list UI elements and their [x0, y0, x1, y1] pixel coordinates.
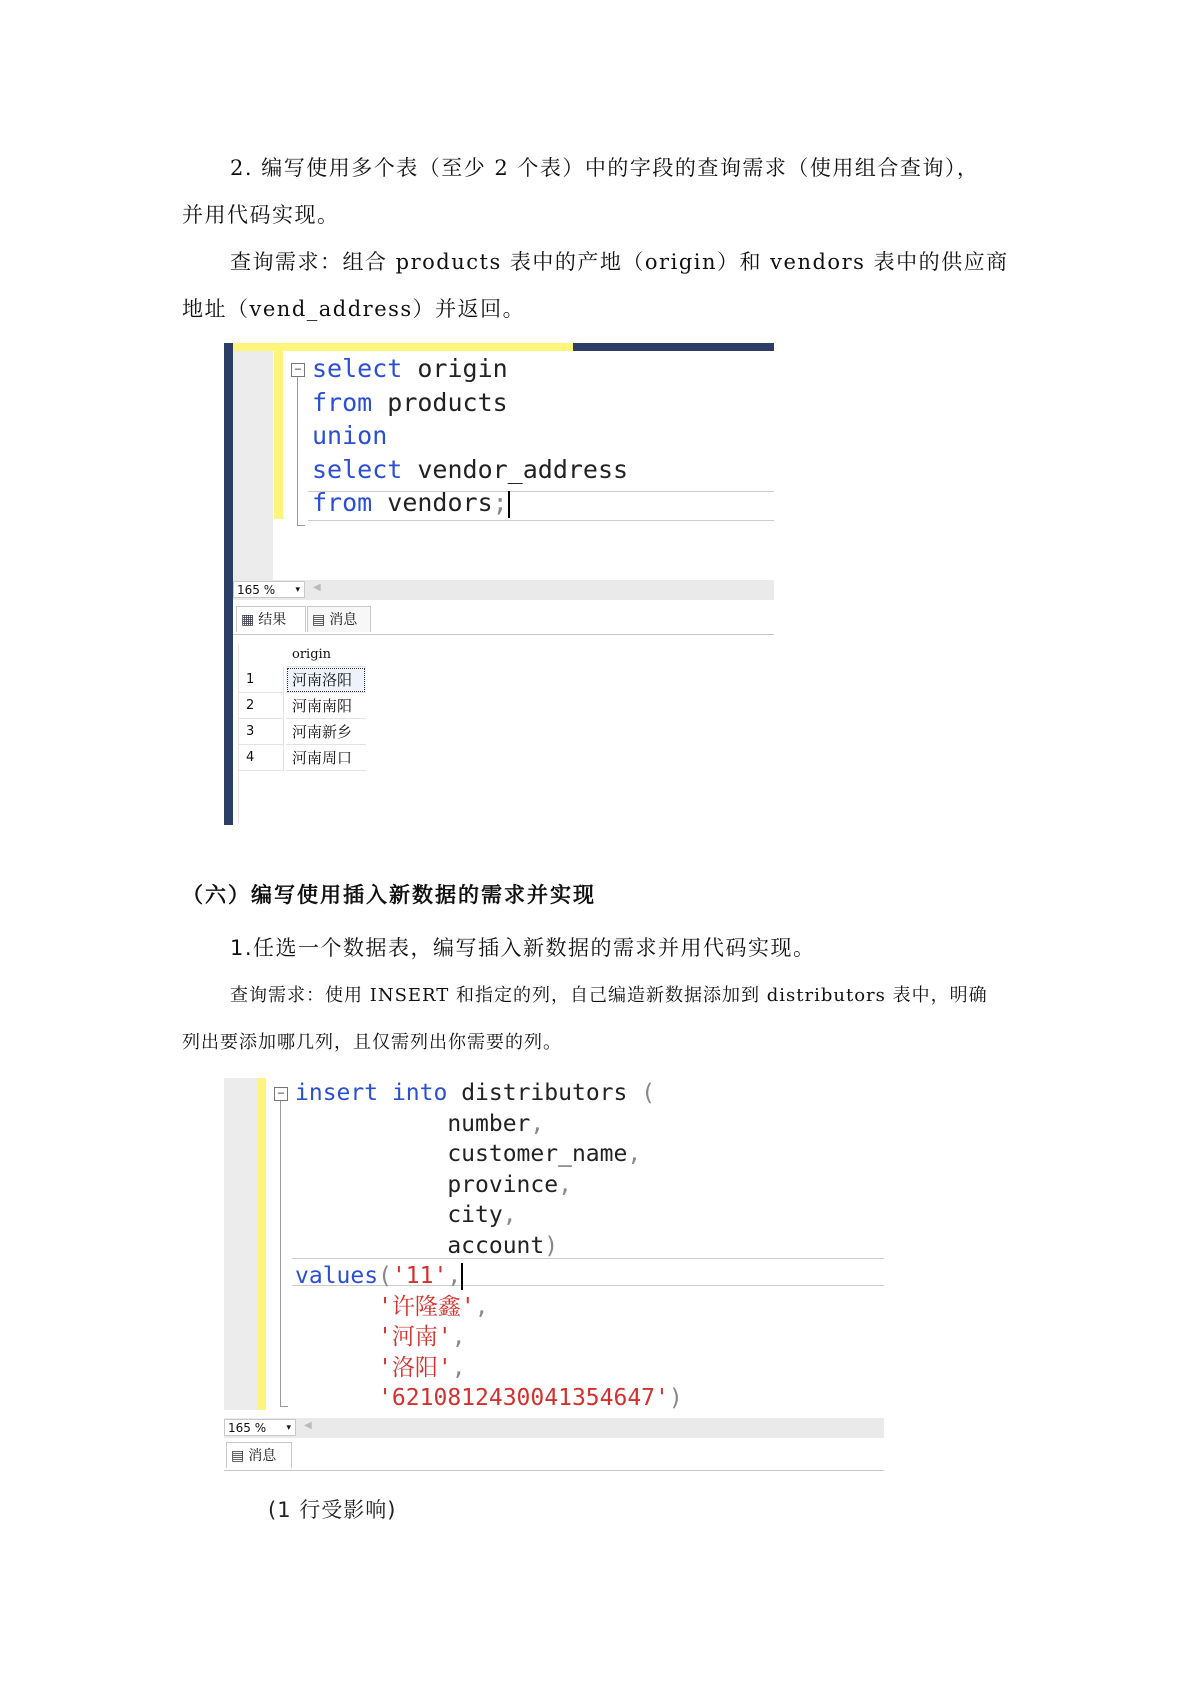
text-caret: [461, 1263, 463, 1290]
row-number: 3: [238, 719, 284, 745]
zoom-select[interactable]: [224, 1419, 296, 1436]
results-tabbar: [224, 1440, 884, 1471]
code-line: [295, 1322, 683, 1353]
zoom-select[interactable]: [233, 581, 305, 598]
row-number: 1: [238, 667, 284, 693]
sql-editor[interactable]: [312, 352, 628, 520]
code-token: ,: [558, 1171, 572, 1198]
section6-text: [182, 925, 1018, 1066]
collapse-icon[interactable]: −: [274, 1087, 288, 1101]
table-row[interactable]: [238, 719, 368, 745]
change-marker-bar: [257, 1078, 266, 1410]
chevron-down-icon: ▾: [286, 1423, 291, 1433]
code-token: number: [295, 1110, 531, 1137]
code-token: origin: [402, 354, 508, 383]
code-token: (: [641, 1080, 656, 1106]
table-row[interactable]: [238, 667, 368, 693]
zoom-value: 165 %: [228, 1421, 267, 1435]
code-line: [312, 453, 628, 487]
code-line: [295, 1170, 683, 1201]
tab-messages-label: 消息: [329, 612, 358, 628]
section6-heading: （六）编写使用插入新数据的需求并实现: [182, 882, 596, 907]
code-line: [312, 419, 628, 453]
zoom-value: 165 %: [237, 583, 276, 597]
code-line: [312, 486, 628, 520]
code-token: customer_name: [295, 1141, 628, 1167]
origin-cell[interactable]: 河南周口: [286, 745, 366, 771]
code-line: [295, 1109, 683, 1140]
results-grid: [238, 643, 378, 767]
item2-line2: 并用代码实现。: [182, 203, 340, 227]
tab-strip-yellow: [233, 343, 573, 351]
tab-strip-blue: [573, 343, 774, 351]
tab-results[interactable]: [236, 606, 306, 632]
code-line: [295, 1353, 683, 1384]
code-token: '11': [391, 1263, 448, 1289]
requirement-line2: 地址（vend_address）并返回。: [182, 297, 526, 321]
code-token: from: [312, 387, 373, 417]
collapse-icon[interactable]: −: [291, 363, 305, 377]
current-line-bottom: [308, 520, 774, 521]
rows-affected-message: (1 行受影响): [268, 1498, 397, 1522]
results-tabbar: [233, 604, 774, 635]
code-token: ,: [530, 1110, 545, 1137]
code-token: ,: [474, 1293, 489, 1320]
grid-icon: ▦: [241, 612, 255, 628]
fold-guide: [280, 1101, 281, 1406]
requirement-line1: 查询需求：组合 products 表中的产地（origin）和 vendors 表中的供应商: [230, 250, 1009, 274]
code-token: values: [295, 1263, 379, 1289]
code-token: into: [391, 1080, 448, 1106]
code-token: union: [312, 421, 388, 450]
code-line: [295, 1383, 683, 1414]
code-token: insert: [295, 1080, 379, 1106]
code-token: ,: [502, 1202, 517, 1228]
code-line: [295, 1231, 683, 1262]
tab-messages[interactable]: [307, 606, 371, 632]
code-token: ,: [451, 1354, 466, 1381]
code-token: distributors: [447, 1080, 642, 1106]
chevron-down-icon: ▾: [295, 585, 300, 595]
change-marker-bar: [274, 351, 283, 519]
origin-cell[interactable]: 河南新乡: [286, 719, 366, 745]
code-token: province: [295, 1171, 559, 1198]
code-token: ): [544, 1232, 559, 1259]
code-token: ;: [492, 488, 508, 517]
code-line: [295, 1261, 683, 1292]
code-token: vendor_address: [402, 454, 629, 484]
message-icon: ▤: [231, 1448, 245, 1464]
code-token: '6210812430041354647': [295, 1385, 669, 1411]
code-token: '河南': [295, 1324, 452, 1350]
code-token: [378, 1080, 392, 1106]
editor-side-bar: [224, 343, 233, 825]
code-token: select: [312, 354, 403, 383]
code-token: city: [295, 1202, 503, 1228]
tab-messages[interactable]: [226, 1442, 292, 1468]
code-token: (: [378, 1263, 392, 1289]
code-token: ,: [627, 1141, 642, 1167]
code-line: [295, 1292, 683, 1323]
requirement-line2: 列出要添加哪几列，且仅需列出你需要的列。: [182, 1032, 562, 1053]
code-line: [295, 1139, 683, 1170]
code-token: ,: [447, 1263, 462, 1289]
fold-guide-end: [280, 1406, 288, 1407]
code-line: [312, 386, 628, 420]
fold-guide-end: [297, 525, 305, 526]
section5-text: [182, 145, 1018, 333]
sql-editor[interactable]: [295, 1078, 683, 1414]
requirement-line1: 查询需求：使用 INSERT 和指定的列，自己编造新数据添加到 distributors 表中，明确: [230, 985, 988, 1006]
item2-line1: 2. 编写使用多个表（至少 2 个表）中的字段的查询需求（使用组合查询），: [230, 156, 980, 180]
code-token: '洛阳': [295, 1354, 452, 1381]
code-token: products: [372, 387, 508, 417]
ssms-screenshot-insert-query: [224, 1078, 884, 1476]
code-token: account: [295, 1232, 545, 1259]
code-line: [295, 1078, 683, 1109]
ssms-screenshot-union-query: [224, 343, 774, 825]
zoom-bar: [224, 1418, 884, 1438]
code-token: ,: [451, 1324, 466, 1350]
origin-cell[interactable]: 河南南阳: [286, 693, 366, 719]
code-token: vendors: [372, 488, 493, 517]
code-token: select: [312, 454, 403, 484]
table-row[interactable]: [238, 745, 368, 771]
scroll-left-icon[interactable]: ◀: [304, 1420, 312, 1431]
grid-left-border: [238, 643, 239, 823]
line-number-gutter: [233, 343, 273, 583]
code-token: from: [312, 488, 373, 517]
code-token: '许隆鑫': [295, 1293, 475, 1320]
fold-guide: [297, 377, 298, 525]
table-row[interactable]: [238, 693, 368, 719]
item1-line: 1.任选一个数据表，编写插入新数据的需求并用代码实现。: [230, 936, 816, 960]
origin-cell[interactable]: 河南洛阳: [286, 667, 366, 693]
tab-results-label: 结果: [258, 612, 287, 628]
code-token: ): [668, 1385, 683, 1411]
scroll-left-icon[interactable]: ◀: [313, 582, 321, 593]
line-number-gutter: [224, 1078, 257, 1410]
code-line: [295, 1200, 683, 1231]
column-header-origin[interactable]: origin: [286, 643, 366, 667]
tab-messages-label: 消息: [248, 1448, 277, 1464]
row-number: 2: [238, 693, 284, 719]
zoom-bar: [233, 580, 774, 600]
message-icon: ▤: [312, 612, 326, 628]
text-caret: [508, 491, 510, 518]
row-number: 4: [238, 745, 284, 771]
code-line: [312, 352, 628, 386]
